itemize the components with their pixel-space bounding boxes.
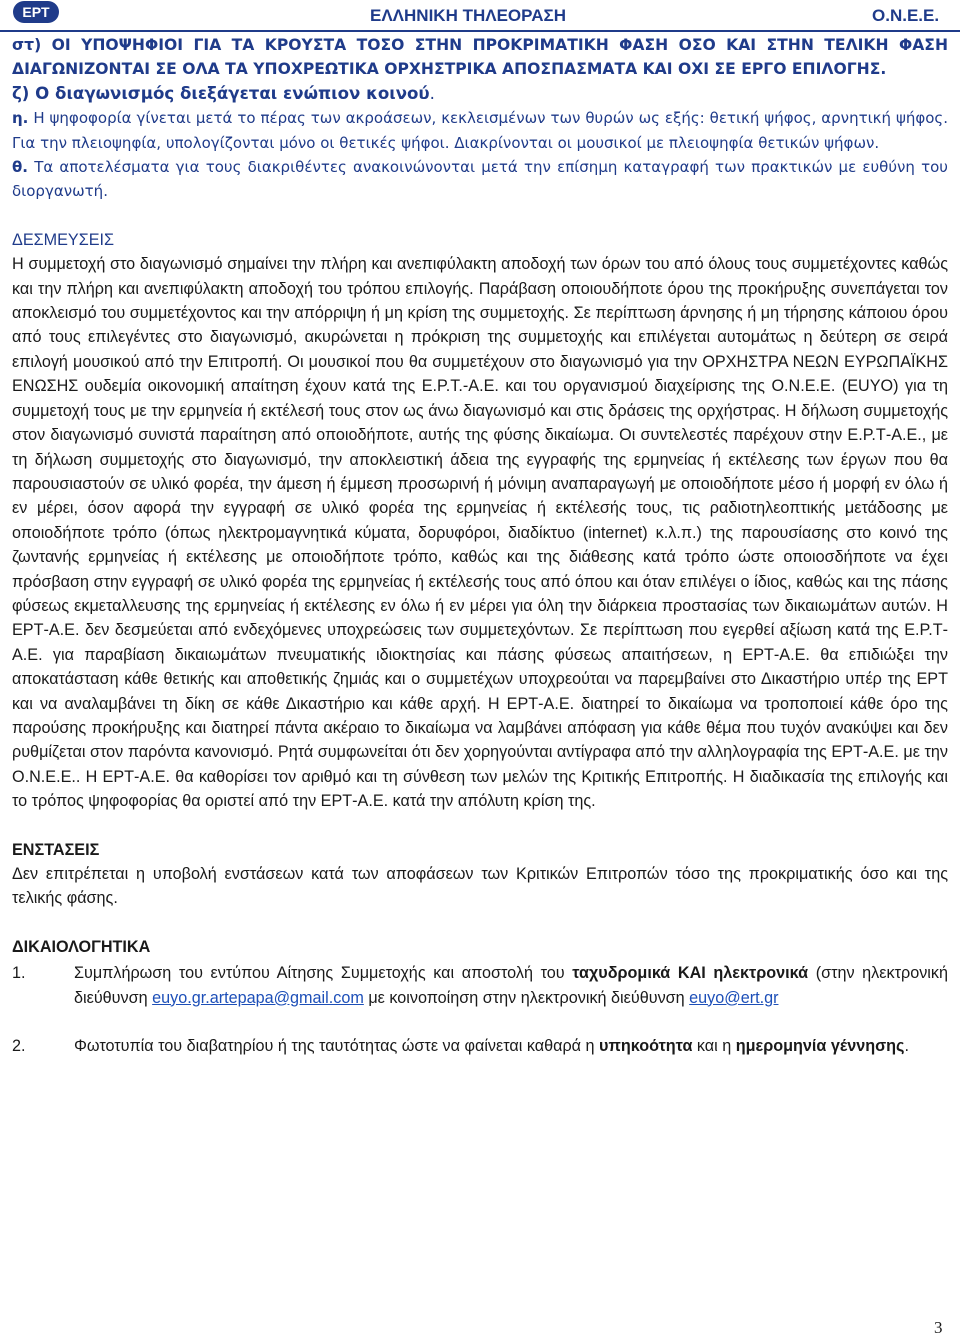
item-z-label: ζ) Ο διαγωνισμός διεξάγεται ενώπιον κοινού — [12, 83, 430, 103]
list-item — [12, 961, 948, 1010]
item-eta — [12, 106, 948, 155]
list-item-text — [74, 961, 948, 1010]
item-st — [12, 33, 948, 82]
desmeyseis-heading: ΔΕΣΜΕΥΣΕΙΣ — [12, 230, 115, 249]
item-z — [12, 82, 948, 106]
email-link-artepapa[interactable]: euyo.gr.artepapa@gmail.com — [152, 988, 364, 1007]
item2-text-a: Φωτοτυπία του διαβατηρίου ή της ταυτότητας ώστε να φαίνεται καθαρά η — [74, 1037, 600, 1056]
item-theta-text: Τα αποτελέσματα για τους διακριθέντες ανακοινώνονται μετά την επίσημη καταγραφή των πρακτικών με ευθύνη του διοργανωτή. — [12, 158, 948, 201]
desmeyseis-text: Η συμμετοχή στο διαγωνισμό σημαίνει την πλήρη και ανεπιφύλακτη αποδοχή των όρων του από όλους τους συμμετέχοντες καθώς και την πλήρη και ανεπιφύλακτη αποδοχή του τρόπου επιλογής. Παράβαση οποιουδήποτε όρου της προκήρυξης συνεπάγεται τον αποκλεισμό του συμμετέχοντος και την απόρριψη ή μη κρίση της συμμετοχής. Σε περίπτωση άρνησης ή μη τήρησης κάποιου όρου από τους επιλεγέντες στο διαγωνισμό, ακυρώνεται η πρόκριση της συμμετοχής και επιλέγεται αυτομάτως η δεύτερη σε σειρά επιλογή μουσικού από την Επιτροπή. Οι μουσικοί που θα συμμετέχουν στο διαγωνισμό για την ΟΡΧΗΣΤΡΑ ΝΕΩΝ ΕΥΡΩΠΑΪΚΗΣ ΕΝΩΣΗΣ ουδεμία οικονομική απαίτηση έχουν κατά της Ε.Ρ.Τ.-Α.Ε. και του οργανισμού διαχείρισης της Ο.Ν.Ε.Ε. (EUYO) για τη συμμετοχή τους με την ερμηνεία ή εκτέλεσή τους στον ως άνω διαγωνισμό και στις δράσεις της ορχήστρας. Η δήλωση συμμετοχής στον διαγωνισμό συνιστά παραίτηση από οποιοδήποτε, αυτής της φύσης δικαίωμα. Οι συντελεστές παρέχουν στην Ε.Ρ.Τ-Α.Ε., με τη δήλωση συμμετοχής στο διαγωνισμό, την αποκλειστική άδεια της εγγραφής της ερμηνείας ή εκτέλεσης των έργων που θα παρουσιαστούν σε υλικό φορέα, την άμεση ή έμμεση προσωρινή ή μόνιμη αναπαραγωγή με οποιοδήποτε μέσο ή μορφή εν όλω ή εν μέρει, όσον αφορά την εγγραφή σε υλικό φορέα της ερμηνείας ή εκτέλεσής τους, τις ραδιοτηλεοπτικής μετάδοσης με οποιοδήποτε τρόπο (όπως ηλεκτρομαγνητικά κύματα, δορυφόροι, διαδίκτυο (internet) κ.λ.π.) της παρουσίασης στο κοινό της ζωντανής ερμηνείας ή εκτέλεσης με οποιοδήποτε τρόπο, καθώς και της διάθεσης κατά τρόπο ώστε οποιοσδήποτε να έχει πρόσβαση στην εγγραφή σε υλικό φορέα της ερμηνείας ή εκτέλεσής τους από όπου και όταν επιλέγει ο ίδιος, καθώς και της πάσης φύσεως εκμεταλλευσης της ερμηνείας ή εκτέλεσης εν όλω ή εν μέρει για όλη την διάρκεια προστασίας των δικαιωμάτων αυτών. Η ΕΡΤ-Α.Ε. δεν δεσμεύεται από ενδεχόμενες υποχρεώσεις των συμμετεχόντων. Σε περίπτωση που εγερθεί αξίωση κατά της Ε.Ρ.Τ-Α.Ε. για παραβίαση δικαιωμάτων πνευματικής ιδιοκτησίας και πάσης φύσεως απαιτήσεων, η ΕΡΤ-Α.Ε. θα επιδιώξει την αποκατάσταση κάθε θετικής και αποθετικής ζημιάς και ο συμμετέχων υποχρεούται να παρεμβαίνει στο Δικαστήριο υπέρ της ΕΡΤ και να αναλαμβάνει τη δίκη σε κάθε Δικαστήριο και κάθε αρχή. Η ΕΡΤ-Α.Ε. διατηρεί το δικαίωμα να τροποποιεί κάθε όρο της παρούσης προκήρυξης και διατηρεί πάντα ακέραιο το δικαίωμα να λαμβάνει απόφαση για κάθε θέμα που τυχόν ανακύψει και δεν ρυθμίζεται στον παρόντα κανονισμό. Ρητά συμφωνείται ότι δεν χορηγούνται αντίγραφα από την αλληλογραφία της ΕΡΤ-Α.Ε. με την Ο.Ν.Ε.Ε.. Η ΕΡΤ-Α.Ε. θα καθορίσει τον αριθμό και τη σύνθεση των μελών της Κριτικής Επιτροπής. Η διαδικασία της επιλογής και το τρόπος ψηφοφορίας θα οριστεί από την ΕΡΤ-Α.Ε. κατά την απόλυτη κρίση της. — [12, 255, 948, 811]
item-theta-label: θ. — [12, 158, 29, 177]
item1-text-c: με κοινοποίηση στην ηλεκτρονική διεύθυνση — [363, 988, 690, 1007]
item1-bold: ταχυδρομικά ΚΑΙ ηλεκτρονικά — [572, 964, 809, 983]
item2-text-b: και η — [692, 1037, 736, 1056]
enstaseis-text: Δεν επιτρέπεται η υποβολή ενστάσεων κατά των αποφάσεων των Κριτικών Επιτροπών τόσο της προκριματικής όσο και της τελικής φάσης. — [12, 865, 948, 908]
item2-text-c: . — [904, 1037, 909, 1056]
item-eta-text: Η ψηφοφορία γίνεται μετά το πέρας των ακροάσεων, κεκλεισμένων των θυρών ως εξής: θετική ψήφος, αρνητική ψήφος. Για την πλειοψηφία, υπολογίζονται μόνο οι θετικές ψήφοι. Διακρίνονται οι μουσικοί με πλειοψηφία θετικών ψήφων. — [12, 109, 948, 152]
dikaiologitika-list — [12, 961, 948, 1058]
enstaseis-heading: ΕΝΣΤΑΣΕΙΣ — [12, 840, 100, 859]
list-item-text — [74, 1034, 948, 1058]
page-number: 3 — [934, 1318, 943, 1337]
item1-text-b: (στην ηλεκτρονική διεύθυνση — [74, 964, 948, 1007]
dikaiologitika-heading: ΔΙΚΑΙΟΛΟΓΗΤΙΚΑ — [12, 937, 151, 956]
item1-text-a: Συμπλήρωση του εντύπου Αίτησης Συμμετοχής και αποστολή του — [74, 964, 573, 983]
list-item-number: 2. — [12, 1037, 26, 1056]
ert-logo: EPT — [13, 1, 59, 23]
item2-bold-nationality: υπηκοότητα — [599, 1037, 693, 1056]
document-body — [12, 33, 948, 1058]
email-link-ert[interactable]: euyo@ert.gr — [689, 988, 779, 1007]
list-item — [12, 1034, 948, 1058]
item-eta-label: η. — [12, 109, 29, 128]
item-st-text: στ) ΟΙ ΥΠΟΨΗΦΙΟΙ ΓΙΑ ΤΑ ΚΡΟΥΣΤΑ ΤΟΣΟ ΣΤΗΝ ΠΡΟΚΡΙΜΑΤΙΚΗ ΦΑΣΗ ΟΣΟ ΚΑΙ ΣΤΗΝ ΤΕΛΙΚΗ ΦΑΣΗ ΔΙΑΓΩΝΙΖΟΝΤΑΙ ΣΕ ΟΛΑ ΤΑ ΥΠΟΧΡΕΩΤΙΚΑ ΟΡΧΗΣΤΡΙΚΑ ΑΠΟΣΠΑΣΜΑΤΑ ΚΑΙ ΟΧΙ ΣΕ ΕΡΓΟ ΕΠΙΛΟΓΗΣ. — [12, 36, 948, 79]
item-z-end: . — [429, 83, 435, 103]
header-title: ΕΛΛΗΝΙΚΗ ΤΗΛΕΟΡΑΣΗ — [370, 6, 566, 25]
item-theta — [12, 155, 948, 204]
list-item-number: 1. — [12, 964, 26, 983]
page-header — [0, 0, 960, 32]
item2-bold-birthdate: ημερομηνία γέννησης — [735, 1037, 905, 1056]
header-org: Ο.Ν.Ε.Ε. — [872, 6, 940, 25]
